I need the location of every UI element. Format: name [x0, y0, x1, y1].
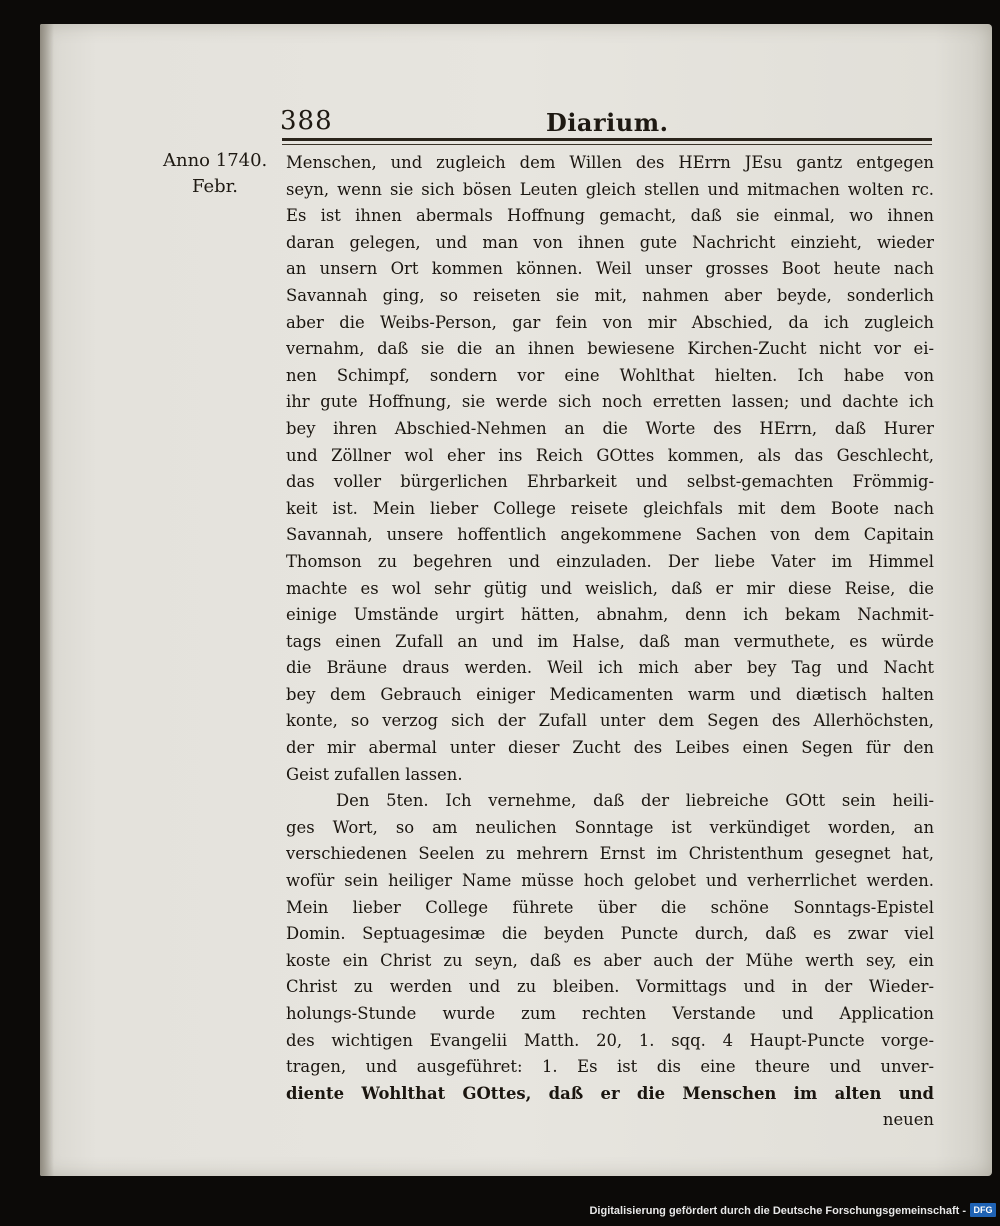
text-body: [286, 150, 934, 1134]
text-line: bey dem Gebrauch einiger Medicamenten warm und diætisch halten: [286, 684, 934, 704]
text-line: wofür sein heiliger Name müsse hoch gelobet und verherrlichet werden.: [286, 871, 934, 891]
text-line: holungs-Stunde wurde zum rechten Verstande und Application: [286, 1004, 934, 1023]
text-line: verschiedenen Seelen zu mehrern Ernst im Christenthum gesegnet hat,: [286, 844, 934, 864]
header-rule: [282, 138, 932, 141]
text-line: ihr gute Hoffnung, sie werde sich noch erretten lassen; und dachte ich: [286, 392, 934, 412]
text-line: daran gelegen, und man von ihnen gute Nachricht einzieht, wieder: [286, 232, 934, 252]
text-line: die Bräune draus werden. Weil ich mich aber bey Tag und Nacht: [286, 658, 934, 678]
text-line: tags einen Zufall an und im Halse, daß man vermuthete, es würde: [286, 631, 934, 651]
text-line: das voller bürgerlichen Ehrbarkeit und selbst-gemachten Frömmig-: [286, 472, 934, 492]
catchword: neuen: [882, 1110, 934, 1130]
funding-notice: Digitalisierung gefördert durch die Deutsche Forschungsgemeinschaft -: [589, 1205, 966, 1217]
text-line: und Zöllner wol eher ins Reich GOttes kommen, als das Geschlecht,: [286, 445, 934, 465]
running-head: [40, 106, 992, 136]
text-line: konte, so verzog sich der Zufall unter dem Segen des Allerhöchsten,: [286, 711, 934, 731]
text-line: ges Wort, so am neulichen Sonntage ist verkündiget worden, an: [286, 817, 934, 837]
book-page: [40, 24, 992, 1176]
text-line: Mein lieber College führete über die schöne Sonntags-Epistel: [286, 897, 934, 917]
text-line: einige Umstände urgirt hätten, abnahm, denn ich bekam Nachmit-: [286, 605, 934, 625]
page-number: 388: [280, 106, 333, 136]
text-line: Thomson zu begehren und einzuladen. Der liebe Vater im Himmel: [286, 551, 934, 571]
running-title: Diarium.: [546, 108, 669, 137]
text-line: machte es wol sehr gütig und weislich, daß er mir diese Reise, die: [286, 578, 934, 598]
text-line: Geist zufallen lassen.: [286, 764, 463, 784]
text-line: aber die Weibs-Person, gar fein von mir Abschied, da ich zugleich: [286, 312, 934, 332]
text-line: bey ihren Abschied-Nehmen an die Worte des HErrn, daß Hurer: [286, 418, 934, 438]
text-line: Es ist ihnen abermals Hoffnung gemacht, daß sie einmal, wo ihnen: [286, 206, 934, 226]
text-line: Christ zu werden und zu bleiben. Vormittags und in der Wieder-: [286, 977, 934, 997]
page-gutter-shadow: [40, 24, 54, 1176]
text-line: vernahm, daß sie die an ihnen bewiesene Kirchen-Zucht nicht vor ei-: [286, 339, 934, 359]
text-line: tragen, und ausgeführet: 1. Es ist dis eine theure und unver-: [286, 1057, 934, 1077]
text-line: Domin. Septuagesimæ die beyden Puncte durch, daß es zwar viel: [286, 924, 934, 944]
header-rule-thin: [282, 144, 932, 145]
text-line: Savannah ging, so reiseten sie mit, nahmen aber beyde, sonderlich: [286, 285, 934, 305]
text-line-emphasis: diente Wohlthat GOttes, daß er die Menschen im alten und: [286, 1083, 934, 1103]
text-line: seyn, wenn sie sich bösen Leuten gleich stellen und mitmachen wolten rc.: [286, 179, 934, 199]
margin-note-year: Anno 1740.: [163, 150, 268, 171]
text-line: Savannah, unsere hoffentlich angekommene Sachen von dem Capitain: [286, 525, 934, 545]
text-line: an unsern Ort kommen können. Weil unser grosses Boot heute nach: [286, 259, 934, 279]
text-line: keit ist. Mein lieber College reisete gleichfals mit dem Boote nach: [286, 498, 934, 518]
text-line: Menschen, und zugleich dem Willen des HErrn JEsu gantz entgegen: [286, 153, 934, 172]
text-line: nen Schimpf, sondern vor eine Wohlthat hielten. Ich habe von: [286, 365, 934, 385]
text-line: koste ein Christ zu seyn, daß es aber auch der Mühe werth sey, ein: [286, 950, 934, 970]
text-line: des wichtigen Evangelii Matth. 20, 1. sqq. 4 Haupt-Puncte vorge-: [286, 1030, 934, 1050]
text-line-paragraph-start: Den 5ten. Ich vernehme, daß der liebreiche GOtt sein heili-: [336, 791, 934, 811]
footer-bar: [0, 1196, 1000, 1226]
margin-note-month: Febr.: [192, 176, 239, 197]
dfg-logo-icon: DFG: [970, 1203, 996, 1217]
text-line: der mir abermal unter dieser Zucht des Leibes einen Segen für den: [286, 738, 934, 758]
